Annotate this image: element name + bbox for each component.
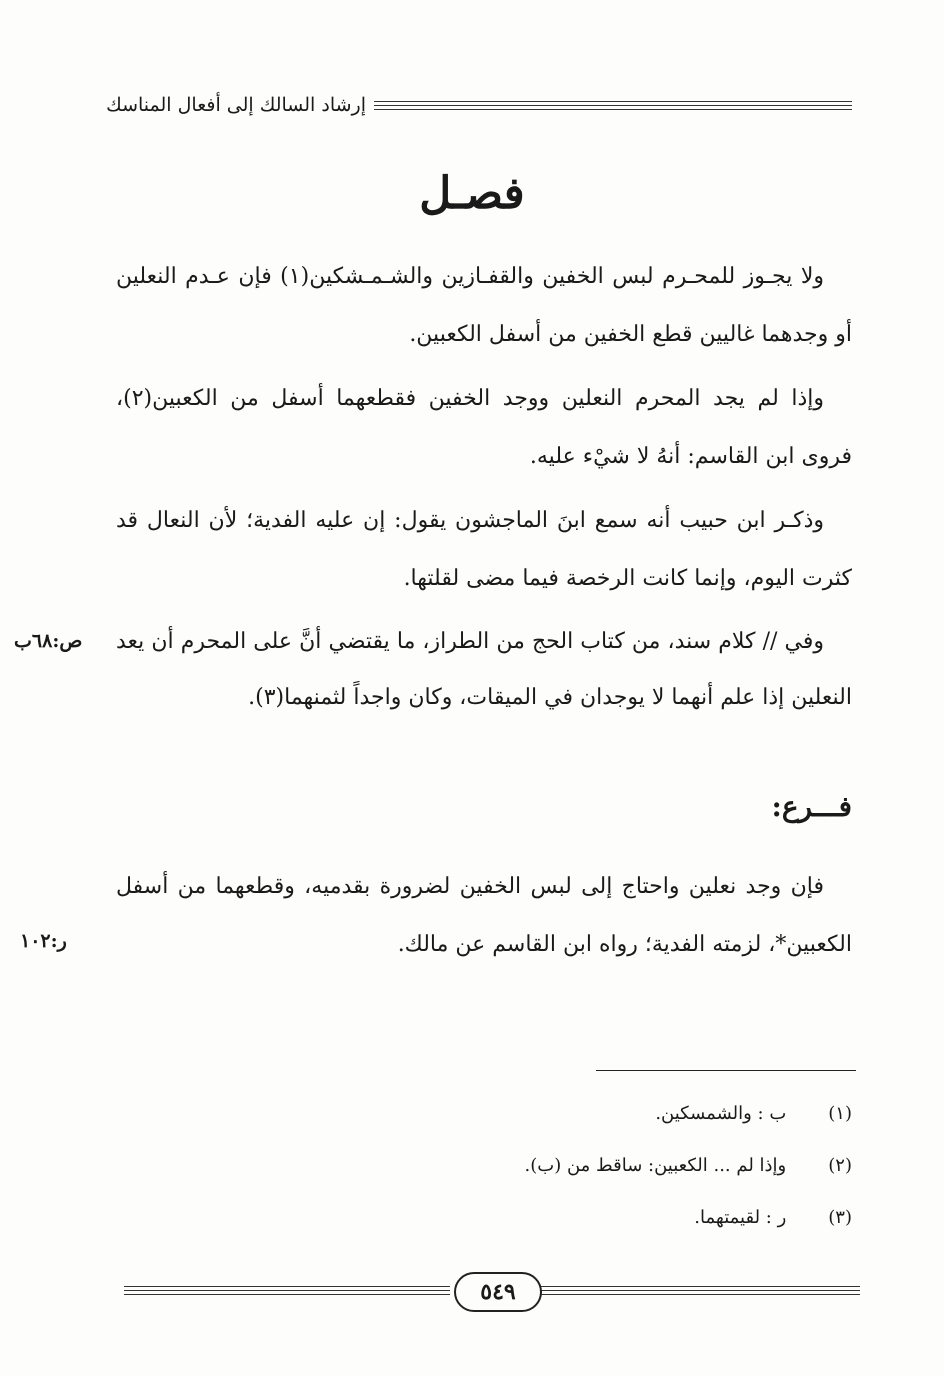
footnotes bbox=[300, 1096, 852, 1252]
subheading-branch: فـــرع: bbox=[771, 790, 852, 823]
page-number: ٥٤٩ bbox=[454, 1272, 542, 1312]
footnote-item bbox=[300, 1200, 852, 1252]
paragraph-text: وفي // كلام سند، من كتاب الحج من الطراز، ما يقتضي أنَّ على المحرم أن يعد النعلين إذا علم أنهما لا يوجدان في الميقات، وكان واجداً لثمنهما(٣). bbox=[116, 629, 852, 710]
footnote-number: (١) bbox=[828, 1103, 852, 1124]
footnote-item bbox=[300, 1148, 852, 1200]
book-title: إرشاد السالك إلى أفعال المناسك bbox=[106, 94, 366, 116]
footnote-text: وإذا لم ... الكعبين: ساقط من (ب). bbox=[524, 1155, 787, 1176]
footnote-text: ب : والشمسكين. bbox=[655, 1103, 787, 1124]
margin-note-manuscript-ref: ر:١٠٢ bbox=[20, 930, 67, 952]
footer-rule bbox=[534, 1286, 860, 1287]
footer-rule bbox=[124, 1286, 450, 1287]
paragraph-2 bbox=[116, 370, 852, 486]
footer-rule bbox=[124, 1290, 450, 1291]
footnote-text: ر : لقيمتهما. bbox=[694, 1207, 787, 1228]
footnote-number: (٢) bbox=[828, 1155, 852, 1176]
section-title: فصـل bbox=[419, 168, 525, 219]
footnote-number: (٣) bbox=[828, 1207, 852, 1228]
paragraph-text: وذكـر ابن حبيب أنه سمع ابنَ الماجشون يقول: إن عليه الفدية؛ لأن النعال قد كثرت اليوم، وإنما كانت الرخصة فيما مضى لقلتها. bbox=[116, 508, 852, 591]
footer-rule bbox=[124, 1294, 450, 1295]
margin-note-manuscript-ref: ص:٦٨ب bbox=[14, 630, 83, 652]
footer-rule bbox=[534, 1294, 860, 1295]
footnote-separator bbox=[596, 1070, 856, 1071]
paragraph-text: ولا يجـوز للمحـرم لبس الخفين والقفـازين والشـمـشكين(١) فإن عـدم النعلين أو وجدهما غاليين قطع الخفين من أسفل الكعبين. bbox=[116, 264, 852, 347]
paragraph-4 bbox=[116, 614, 852, 726]
header-rule bbox=[374, 101, 852, 102]
header-rule bbox=[374, 105, 852, 106]
footer-rule bbox=[534, 1290, 860, 1291]
page-footer bbox=[124, 1270, 860, 1314]
paragraph-text: وإذا لم يجد المحرم النعلين ووجد الخفين فقطعهما أسفل من الكعبين(٢)، فروى ابن القاسم: أنهُ لا شيْء عليه. bbox=[116, 386, 852, 469]
header-rule bbox=[374, 109, 852, 110]
paragraph-3 bbox=[116, 492, 852, 608]
running-header bbox=[108, 92, 852, 122]
paragraph-1 bbox=[116, 248, 852, 364]
paragraph-text: فإن وجد نعلين واحتاج إلى لبس الخفين لضرورة بقدميه، وقطعهما من أسفل الكعبين*، لزمته الفدية؛ رواه ابن القاسم عن مالك. bbox=[116, 874, 852, 957]
paragraph-5 bbox=[116, 858, 852, 974]
footnote-item bbox=[300, 1096, 852, 1148]
